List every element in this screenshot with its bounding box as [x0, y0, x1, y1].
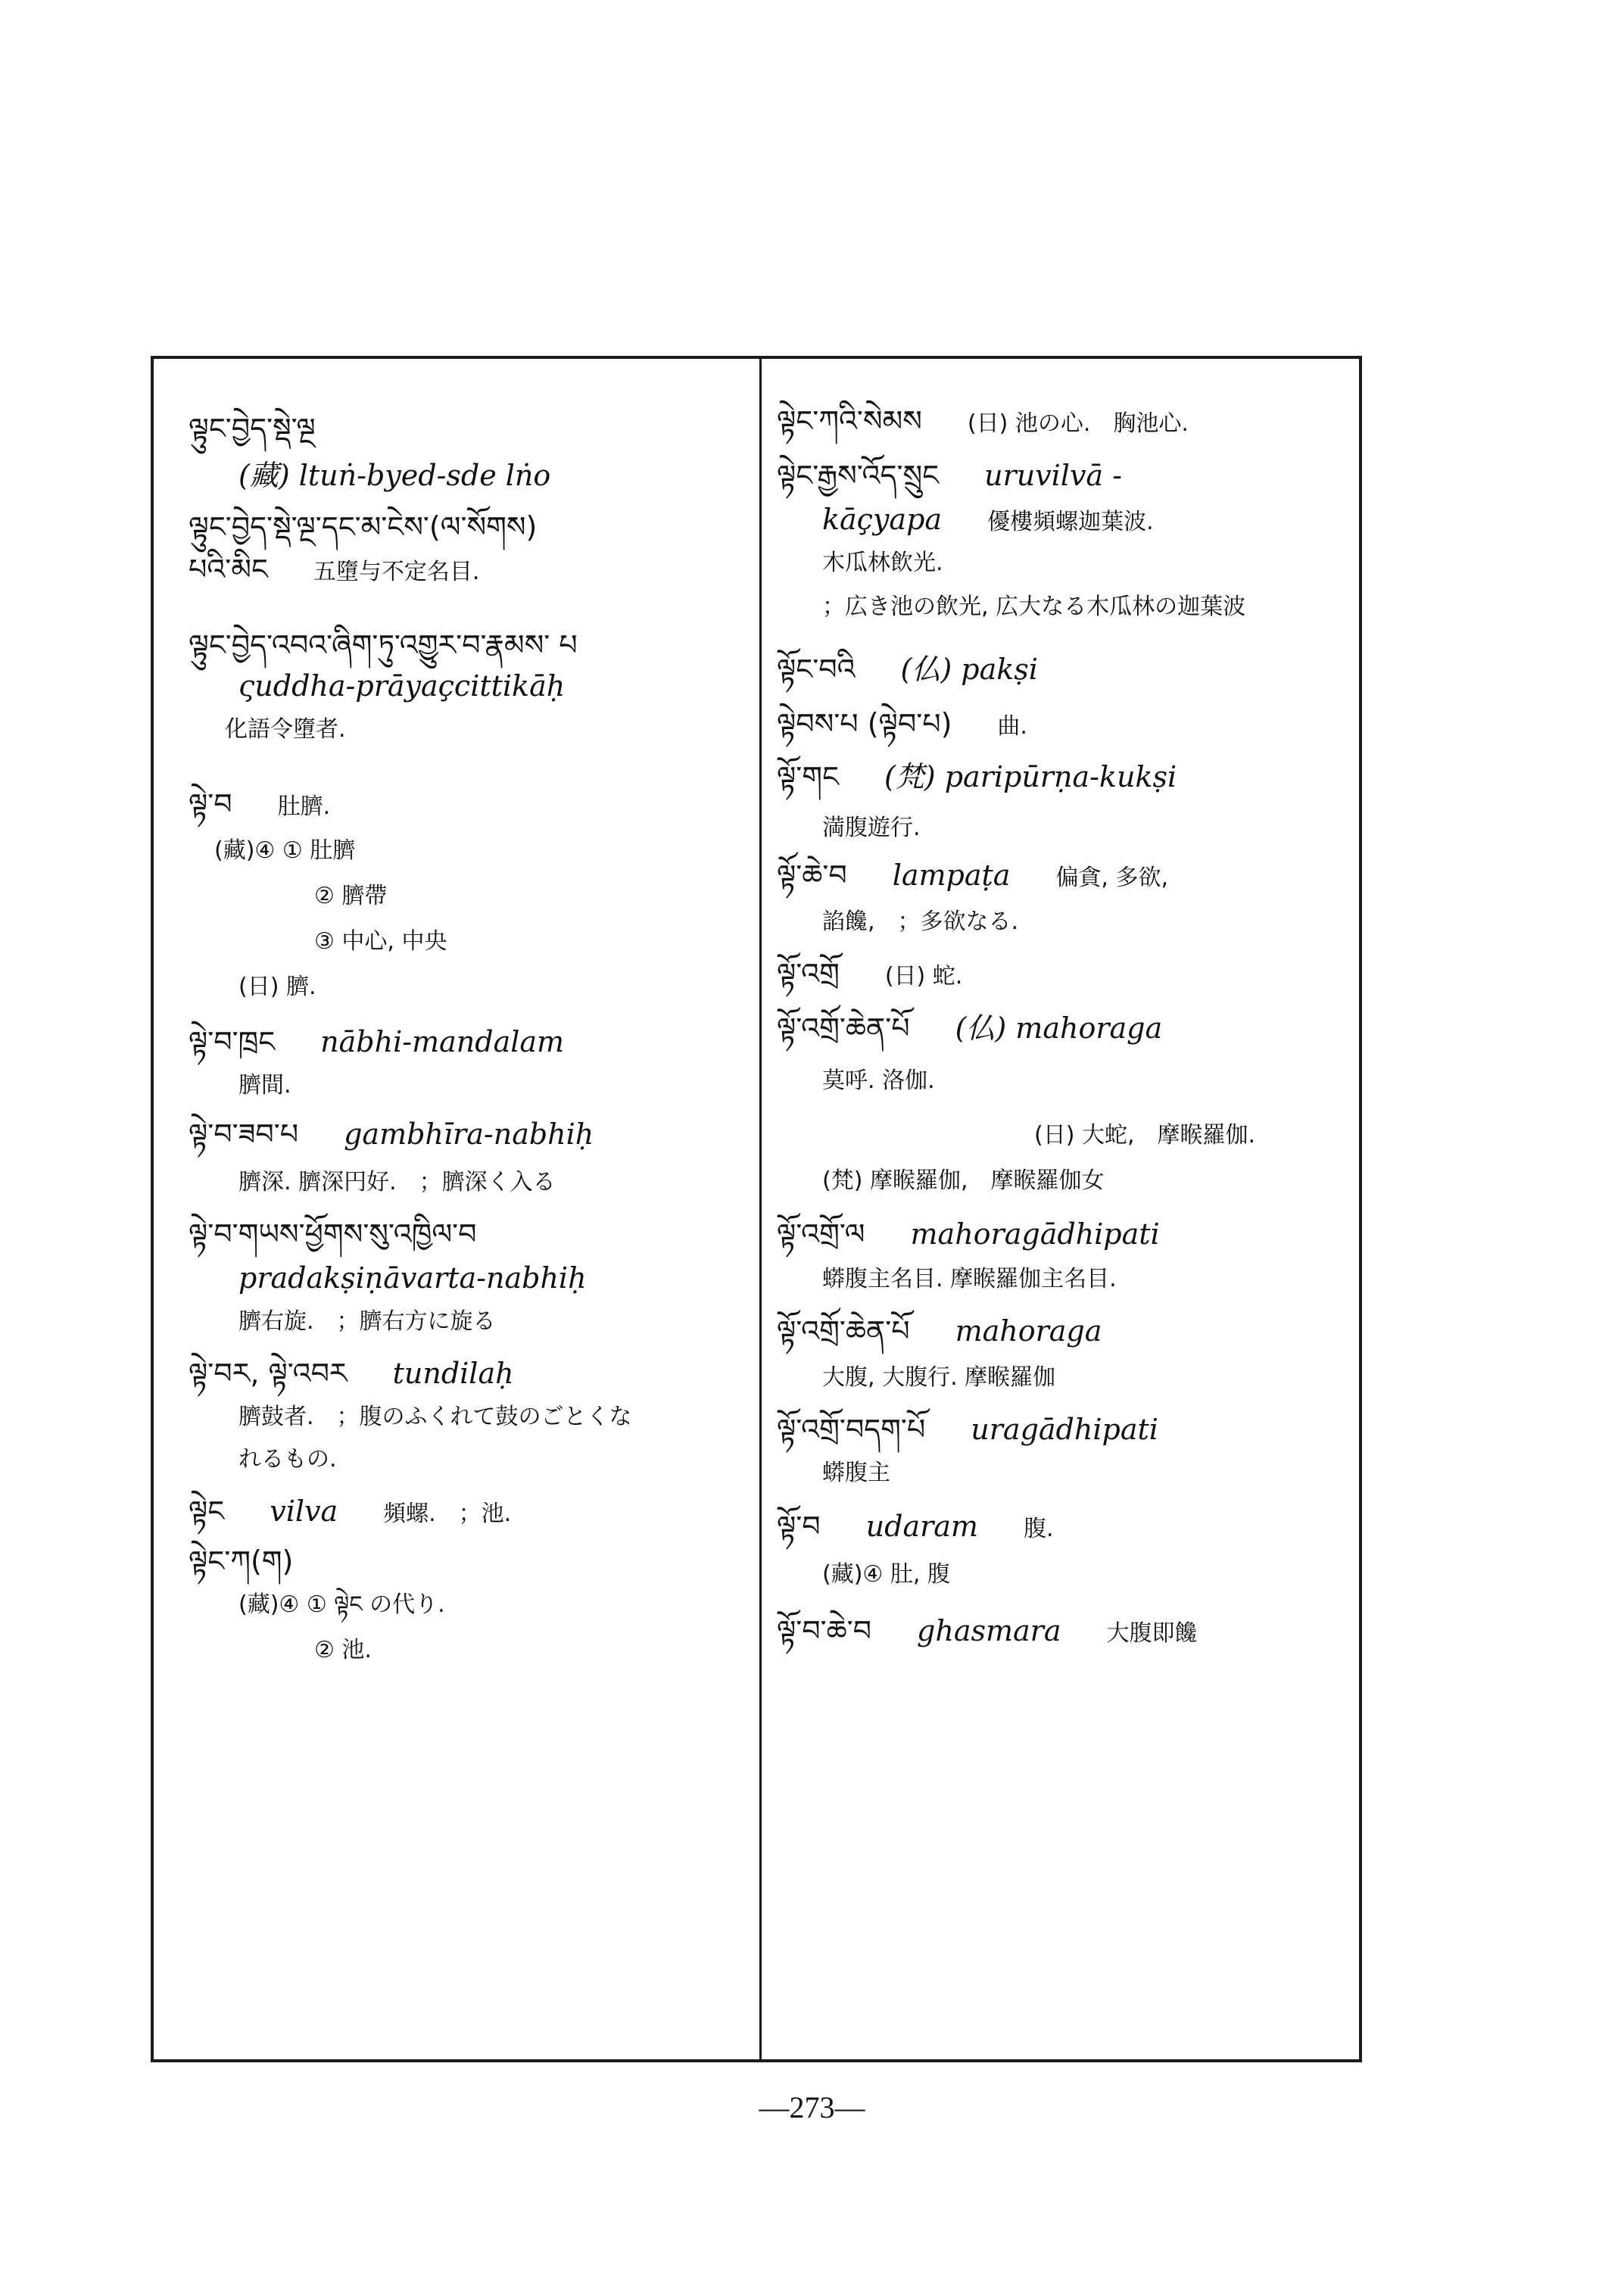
japanese-gloss: 諂饞, ；多欲なる.	[822, 909, 1019, 935]
japanese-gloss: ③ 中心, 中央	[314, 928, 447, 955]
entry-line	[777, 707, 1073, 743]
sanskrit-romanization: gambhīra-nabhiḥ	[344, 1117, 594, 1151]
entry-line	[822, 1455, 936, 1490]
entry-line	[777, 760, 1222, 795]
tibetan-headword: ལྟོ་བ	[777, 1510, 821, 1543]
japanese-gloss: 曲.	[997, 713, 1027, 740]
entry-line	[777, 1011, 1208, 1046]
tibetan-headword: ལྟོ་གང	[777, 760, 839, 793]
page-frame	[151, 356, 1362, 2062]
entry-line	[189, 1117, 639, 1152]
entry-line	[777, 653, 1083, 687]
tibetan-headword: ལྟེང་ཀའི་སེམས	[777, 404, 922, 438]
japanese-gloss: 五墮与不定名目.	[313, 559, 480, 585]
entry-line	[777, 459, 1167, 494]
right-column	[762, 359, 1360, 2059]
tibetan-headword: ལྟེ་བ་ཁྲང	[189, 1025, 276, 1058]
entry-line	[822, 1063, 980, 1098]
japanese-gloss: (日) 池の心. 胸池心.	[967, 410, 1189, 437]
tibetan-headword: ལྟོ་འགྲོ་ཆེན་པོ	[777, 1314, 910, 1348]
japanese-gloss: 頻螺. ；池.	[383, 1501, 512, 1527]
entry-line	[238, 1442, 382, 1476]
japanese-gloss: ② 池.	[314, 1637, 372, 1663]
japanese-gloss: (日) 蛇.	[884, 963, 963, 990]
entry-line	[189, 1025, 609, 1060]
sanskrit-romanization: (藏) ltuṅ-byed-sde lṅo	[238, 459, 551, 492]
entry-line	[822, 1163, 1149, 1198]
japanese-gloss: 満腹遊行.	[822, 815, 921, 841]
entry-line	[777, 859, 1214, 895]
japanese-gloss: ；広き池の飲光, 広大なる木瓜林の迦葉波	[822, 594, 1246, 620]
entry-line	[189, 1217, 522, 1252]
entry-line	[238, 459, 596, 494]
sanskrit-romanization: pradakṣiṇāvarta-nabhiḥ	[238, 1261, 587, 1295]
entry-line	[314, 878, 432, 913]
sanskrit-romanization: lampaṭa	[892, 859, 1011, 892]
entry-line	[189, 1495, 556, 1531]
japanese-gloss: 臍右旋. ；臍右方に旋る	[238, 1308, 496, 1335]
entry-line	[238, 969, 361, 1004]
japanese-gloss: 臍間.	[238, 1072, 291, 1099]
japanese-gloss: 偏貪, 多欲,	[1055, 865, 1169, 891]
tibetan-headword: ལྟོ་འགྲོ་ལ	[777, 1217, 865, 1251]
entry-line	[822, 810, 966, 845]
page-number: —273—	[759, 2090, 865, 2124]
entry-line	[777, 1413, 1204, 1448]
japanese-gloss: (日) 臍.	[238, 974, 316, 1000]
tibetan-headword: ལྟེང་རྒྱས་འོད་སྲུང	[777, 459, 940, 492]
tibetan-headword: ལྟོ་ཆེ་བ	[777, 859, 847, 892]
entry-line	[238, 1164, 601, 1199]
japanese-gloss: (藏)④ ① ལྟེང の代り.	[238, 1591, 445, 1618]
entry-line	[238, 1399, 678, 1434]
japanese-gloss: 腹.	[1023, 1516, 1054, 1542]
japanese-gloss: (藏)④ ① 肚臍	[214, 837, 356, 864]
entry-line	[822, 904, 1064, 939]
sanskrit-romanization: (梵) paripūrṇa-kukṣi	[884, 760, 1177, 793]
entry-line	[777, 1314, 1147, 1349]
japanese-gloss: 大腹, 大腹行. 摩睺羅伽	[822, 1364, 1056, 1391]
japanese-gloss: (藏)④ 肚, 腹	[822, 1561, 950, 1588]
entry-line	[238, 1304, 541, 1339]
entry-line	[214, 833, 401, 868]
entry-line	[822, 545, 989, 580]
entry-line	[777, 404, 1234, 441]
sanskrit-romanization: ghasmara	[917, 1614, 1061, 1647]
entry-line	[822, 589, 1291, 624]
japanese-gloss: 肚臍.	[277, 793, 331, 820]
sanskrit-romanization: (仏) mahoraga	[955, 1011, 1163, 1045]
entry-line	[1034, 1117, 1301, 1152]
japanese-gloss: 大腹即饞	[1106, 1620, 1198, 1647]
entry-line	[314, 1632, 417, 1667]
entry-line	[777, 1217, 1205, 1252]
japanese-gloss: 蟒腹主名目. 摩睺羅伽主名目.	[822, 1266, 1117, 1292]
entry-line	[238, 1587, 491, 1622]
entry-line	[777, 1614, 1243, 1650]
left-column	[154, 359, 759, 2059]
sanskrit-romanization: uruvilvā -	[984, 459, 1122, 492]
tibetan-headword: ལྟེ་བར, ལྟེ་འབར	[189, 1357, 348, 1390]
tibetan-headword: ལྟོ་འགྲོ་ཆེན་པོ	[777, 1011, 910, 1045]
entry-line	[822, 503, 1199, 539]
entry-line	[225, 712, 391, 746]
tibetan-headword: ལྟེང	[189, 1495, 225, 1528]
japanese-gloss: ② 臍帶	[314, 883, 388, 909]
entry-line	[189, 553, 525, 589]
tibetan-headword: ལྟེ་བ་ཟབ་པ	[189, 1117, 299, 1151]
japanese-gloss: 臍深. 臍深円好. ；臍深く入る	[238, 1169, 556, 1195]
sanskrit-romanization: vilva	[270, 1495, 338, 1528]
entry-line	[777, 1510, 1099, 1546]
tibetan-headword: ལྟེང་ཀ(ག)	[189, 1544, 294, 1578]
entry-line	[822, 1360, 1101, 1395]
sanskrit-romanization: uragādhipati	[971, 1413, 1158, 1446]
tibetan-headword: ལྟོ་འགྲོ	[777, 957, 840, 990]
entry-line	[189, 1357, 560, 1392]
tibetan-headword: ལྟོང་བའི	[777, 653, 856, 686]
entry-line	[822, 1557, 996, 1591]
entry-line	[238, 1068, 337, 1102]
entry-line	[189, 1544, 338, 1579]
tibetan-headword: ལྟུང་བྱེད་སྡེ་ལྔ་དང་མ་ངེས་(ལ་སོགས)	[189, 510, 538, 544]
sanskrit-romanization: tundilaḥ	[392, 1357, 514, 1390]
entry-line	[314, 924, 493, 958]
japanese-gloss: (日) 大蛇, 摩睺羅伽.	[1034, 1122, 1256, 1149]
entry-line	[189, 412, 361, 447]
entry-line	[777, 957, 1008, 993]
sanskrit-romanization: (仏) pakṣi	[900, 653, 1038, 686]
tibetan-headword: ལྟོ་བ་ཆེ་བ	[777, 1614, 872, 1647]
sanskrit-romanization: nābhi-mandalam	[320, 1025, 565, 1058]
japanese-gloss: 蟒腹主	[822, 1460, 890, 1486]
japanese-gloss: 化語令墮者.	[225, 716, 346, 743]
japanese-gloss: 木瓜林飲光.	[822, 550, 943, 576]
japanese-gloss: 莫呼. 洛伽.	[822, 1068, 935, 1094]
japanese-gloss: れるもの.	[238, 1446, 337, 1473]
entry-line	[189, 628, 623, 663]
tibetan-headword: ལྟུང་བྱེད་འབའ་ཞིག་ཏུ་འགྱུར་བ་རྣམས་ པ	[189, 628, 578, 662]
entry-line	[238, 669, 610, 704]
tibetan-headword: ལྟེ་བ་གཡས་ཕྱོགས་སུ་འཁྱིལ་བ	[189, 1217, 477, 1251]
entry-line	[822, 1261, 1162, 1296]
japanese-gloss: 臍鼓者. ；腹のふくれて鼓のごとくな	[238, 1404, 632, 1430]
entry-line	[238, 1261, 632, 1296]
sanskrit-romanization: ςuddha-prāyaçcittikāḥ	[238, 669, 566, 703]
entry-line	[189, 787, 376, 824]
sanskrit-romanization: udaram	[865, 1510, 978, 1543]
entry-line	[189, 510, 582, 545]
tibetan-headword: པའི་མིང	[189, 553, 268, 586]
tibetan-headword: ལྟོ་འགྲོ་བདག་པོ	[777, 1413, 926, 1446]
japanese-gloss: (梵) 摩睺羅伽, 摩睺羅伽女	[822, 1167, 1105, 1194]
tibetan-headword: ལྟུང་བྱེད་སྡེ་ལྔ	[189, 412, 316, 445]
sanskrit-romanization: mahoraga	[955, 1314, 1102, 1348]
tibetan-headword: ལྟེ་བ	[189, 787, 232, 821]
sanskrit-romanization: kāçyapa	[822, 503, 943, 536]
japanese-gloss: 優樓頻螺迦葉波.	[987, 509, 1154, 535]
sanskrit-romanization: mahoragādhipati	[910, 1217, 1160, 1251]
tibetan-headword: ལྟེབས་པ (ལྟེབ་པ)	[777, 707, 952, 740]
